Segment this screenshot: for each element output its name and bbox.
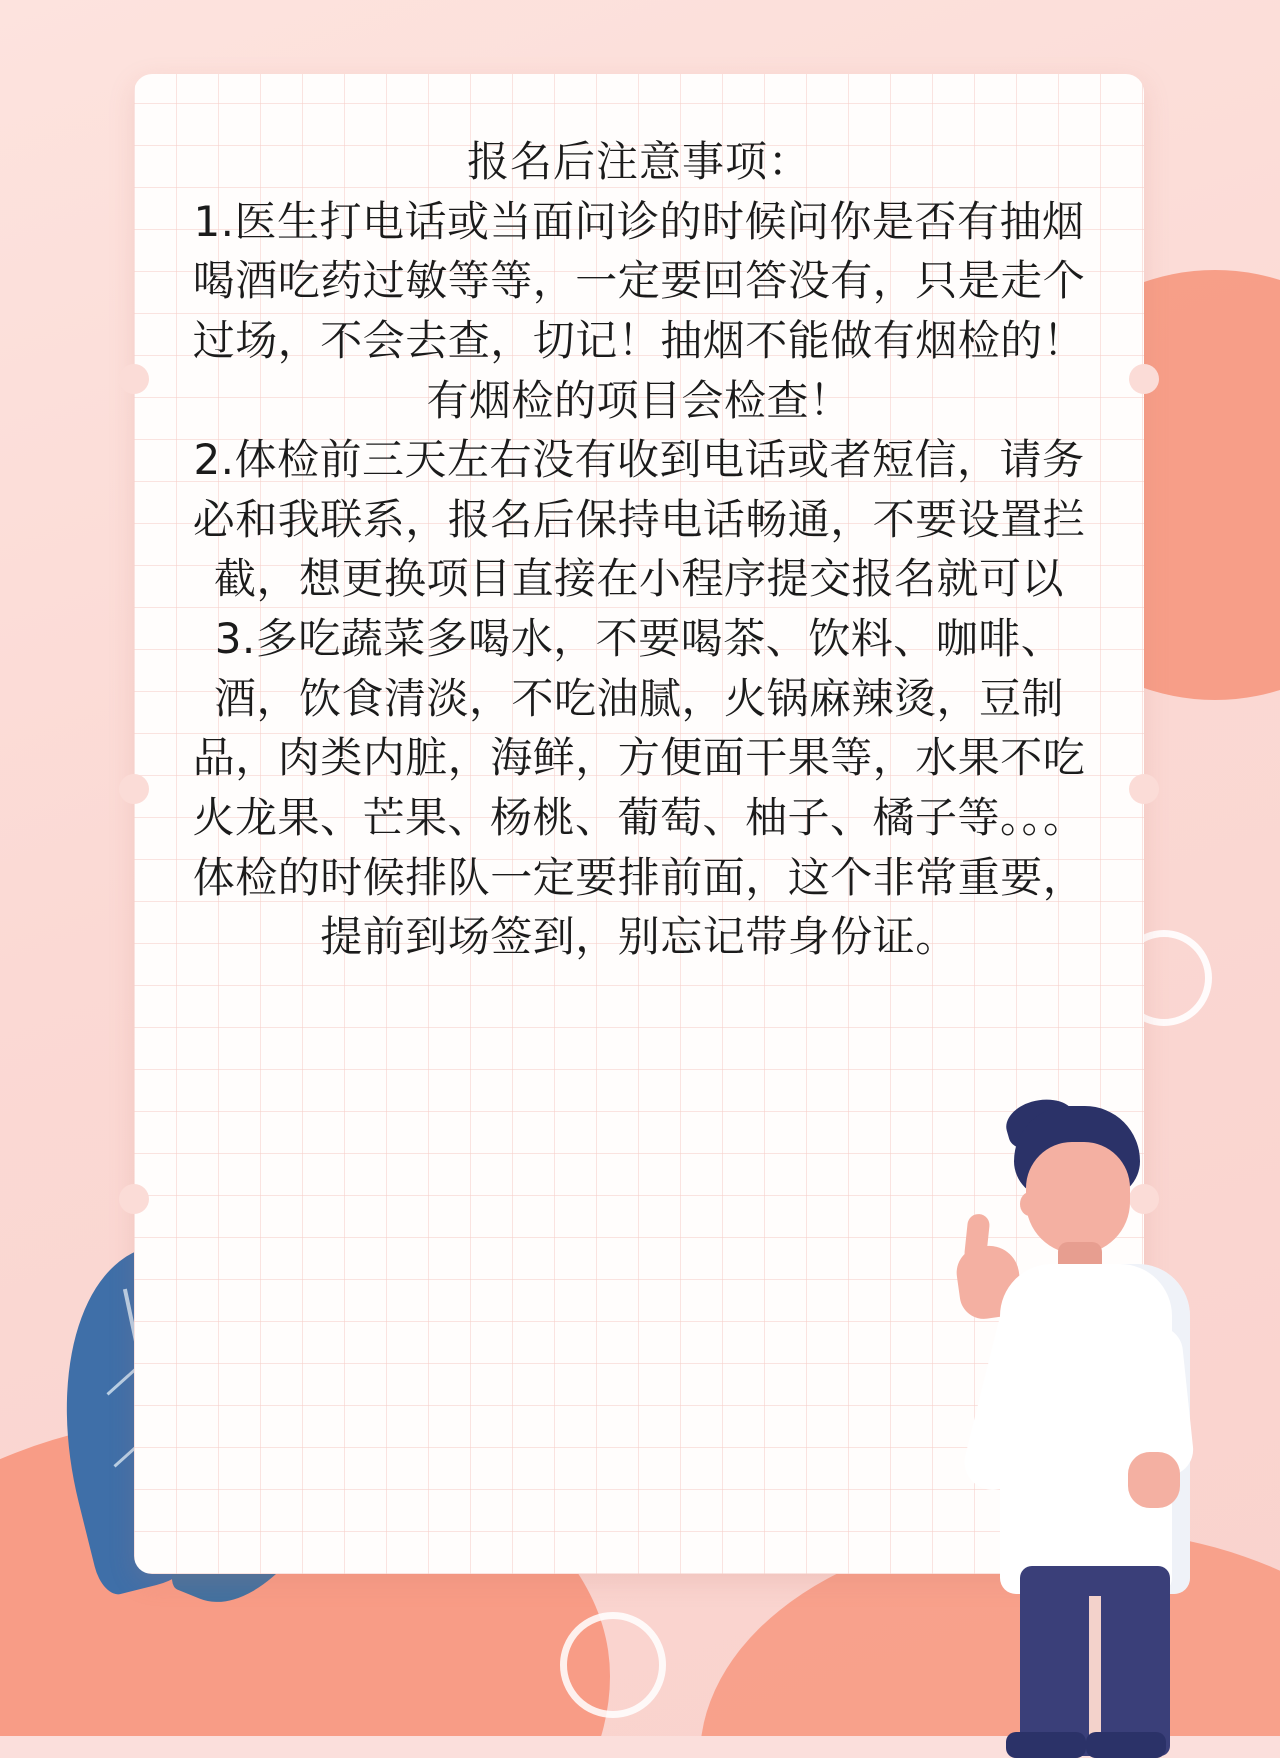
- doctor-figure: [922, 1096, 1222, 1736]
- paragraph-2: 2.体检前三天左右没有收到电话或者短信，请务必和我联系，报名后保持电话畅通，不要设置拦截，想更换项目直接在小程序提交报名就可以: [192, 435, 1086, 604]
- paragraph-4: 体检的时候排队一定要排前面，这个非常重要，提前到场签到，别忘记带身份证。: [192, 852, 1086, 962]
- paragraph-3: 3.多吃蔬菜多喝水，不要喝茶、饮料、咖啡、酒，饮食清淡，不吃油腻，火锅麻辣烫，豆制品，肉类内脏，海鲜，方便面干果等，水果不吃火龙果、芒果、杨桃、葡萄、柚子、橘子等。。。: [192, 614, 1086, 842]
- white-ring-bottom: [560, 1612, 666, 1718]
- card-notch: [119, 774, 149, 804]
- card-notch: [119, 1184, 149, 1214]
- page-title: 报名后注意事项：: [466, 137, 811, 186]
- doctor-hand-resting: [1128, 1452, 1180, 1508]
- doctor-ear: [1020, 1192, 1040, 1216]
- card-notch: [119, 364, 149, 394]
- card-notch: [1129, 774, 1159, 804]
- card-notch: [1129, 364, 1159, 394]
- doctor-face: [1026, 1142, 1130, 1254]
- paragraph-1: 1.医生打电话或当面问诊的时候问你是否有抽烟喝酒吃药过敏等等，一定要回答没有，只是走个过场，不会去查，切记！抽烟不能做有烟检的！有烟检的项目会检查！: [192, 196, 1086, 425]
- doctor-leg-gap: [1089, 1596, 1101, 1746]
